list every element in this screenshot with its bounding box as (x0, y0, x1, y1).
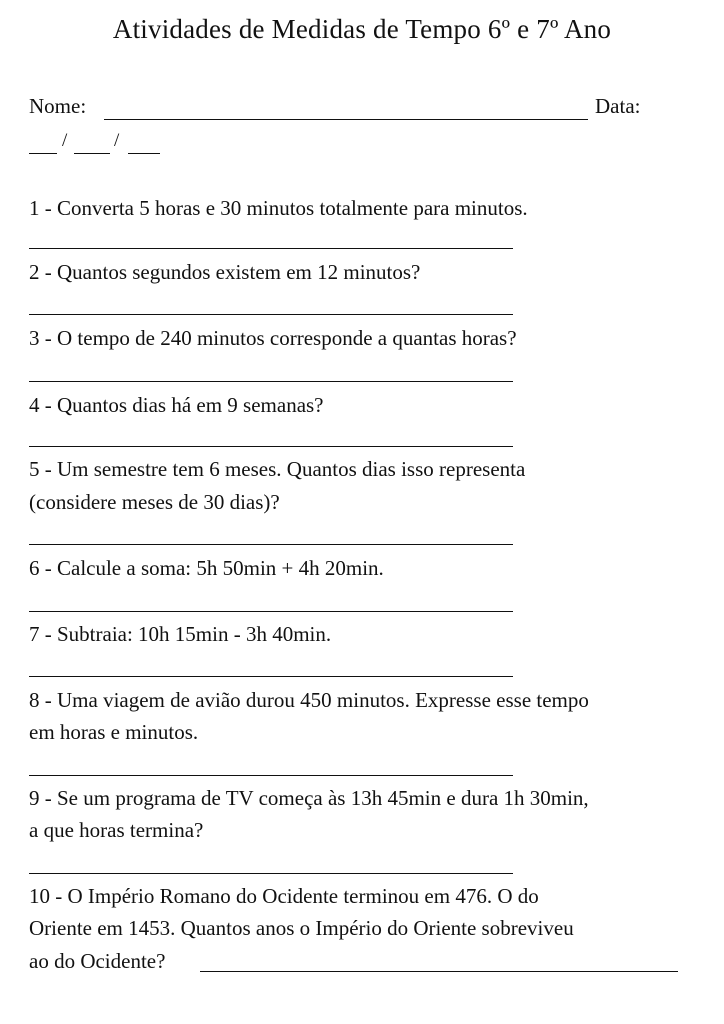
answer-3-line[interactable] (29, 381, 513, 382)
answer-6-line[interactable] (29, 611, 513, 612)
question-8-text-line-2: em horas e minutos. (29, 720, 199, 744)
answer-2-line[interactable] (29, 314, 513, 315)
answer-9-line[interactable] (29, 873, 513, 874)
answer-5-line[interactable] (29, 544, 513, 545)
question-2-text: 2 - Quantos segundos existem em 12 minutos? (29, 260, 421, 284)
answer-8-line[interactable] (29, 775, 513, 776)
date-label: Data: (595, 94, 641, 118)
date-separator: / (62, 130, 68, 151)
question-5-text-line-1: 5 - Um semestre tem 6 meses. Quantos dias isso representa (29, 457, 526, 481)
answer-4-line[interactable] (29, 446, 513, 447)
question-10-text-line-3: ao do Ocidente? (29, 949, 166, 973)
date-day-line[interactable] (29, 153, 57, 154)
answer-10-line[interactable] (200, 971, 678, 972)
name-field-line[interactable] (104, 119, 588, 120)
question-3-text: 3 - O tempo de 240 minutos corresponde a quantas horas? (29, 326, 517, 350)
page-title: Atividades de Medidas de Tempo 6º e 7º Ano (112, 14, 612, 44)
question-7-text: 7 - Subtraia: 10h 15min - 3h 40min. (29, 622, 332, 646)
date-month-line[interactable] (74, 153, 110, 154)
question-8-text-line-1: 8 - Uma viagem de avião durou 450 minutos. Expresse esse tempo (29, 688, 589, 712)
question-1-text: 1 - Converta 5 horas e 30 minutos totalmente para minutos. (29, 196, 528, 220)
question-4-text: 4 - Quantos dias há em 9 semanas? (29, 393, 324, 417)
name-label: Nome: (29, 94, 87, 118)
question-9-text-line-1: 9 - Se um programa de TV começa às 13h 45min e dura 1h 30min, (29, 786, 589, 810)
date-year-line[interactable] (128, 153, 160, 154)
question-10-text-line-1: 10 - O Império Romano do Ocidente terminou em 476. O do (29, 884, 539, 908)
question-6-text: 6 - Calcule a soma: 5h 50min + 4h 20min. (29, 556, 384, 580)
answer-1-line[interactable] (29, 248, 513, 249)
answer-7-line[interactable] (29, 676, 513, 677)
question-5-text-line-2: (considere meses de 30 dias)? (29, 490, 280, 514)
question-10-text-line-2: Oriente em 1453. Quantos anos o Império do Oriente sobreviveu (29, 916, 574, 940)
date-separator: / (114, 130, 120, 151)
question-9-text-line-2: a que horas termina? (29, 818, 204, 842)
